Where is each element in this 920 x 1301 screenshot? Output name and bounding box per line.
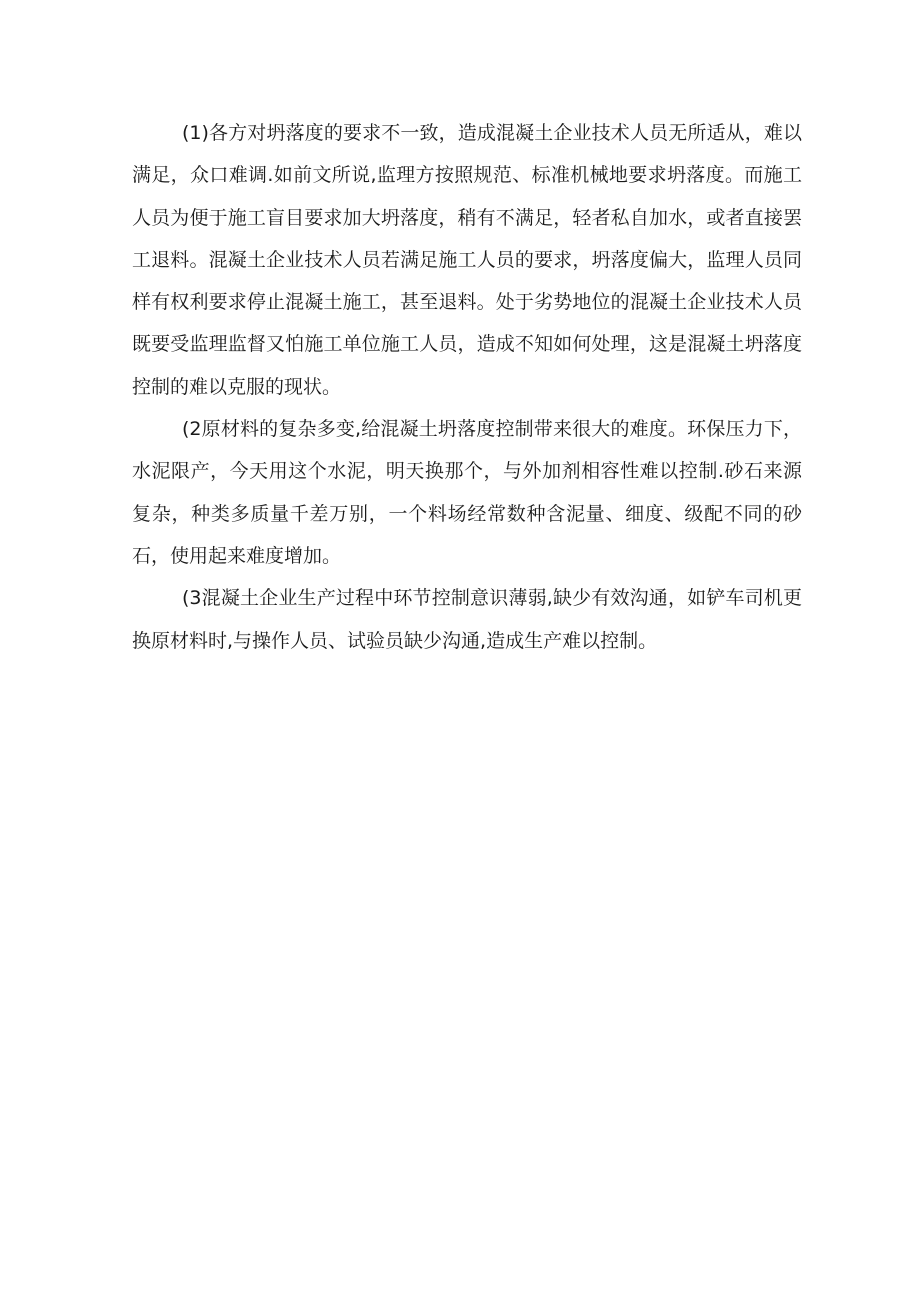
- paragraph-3: (3混凝土企业生产过程中环节控制意识薄弱,缺少有效沟通，如铲车司机更换原材料时,与操作人员、试验员缺少沟通,造成生产难以控制。: [132, 587, 802, 652]
- paragraph-1: (1)各方对坍落度的要求不一致，造成混凝土企业技术人员无所适从，难以满足，众口难调.如前文所说,监理方按照规范、标准机械地要求坍落度。而施工人员为便于施工盲目要求加大坍落度，稍有不满足，轻者私自加水，或者直接罢工退料。混凝土企业技术人员若满足施工人员的要求，坍落度偏大，监理人员同样有权利要求停止混凝土施工，甚至退料。处于劣势地位的混凝土企业技术人员既要受监理监督又怕施工单位施工人员，造成不知如何处理，这是混凝土坍落度控制的难以克服的现状。: [132, 122, 802, 398]
- document-body: [132, 112, 802, 662]
- paragraph-2: (2原材料的复杂多变,给混凝土坍落度控制带来很大的难度。环保压力下，水泥限产，今天用这个水泥，明天换那个，与外加剂相容性难以控制.砂石来源复杂，种类多质量千差万别，一个料场经常数种含泥量、细度、级配不同的砂石，使用起来难度增加。: [132, 418, 802, 567]
